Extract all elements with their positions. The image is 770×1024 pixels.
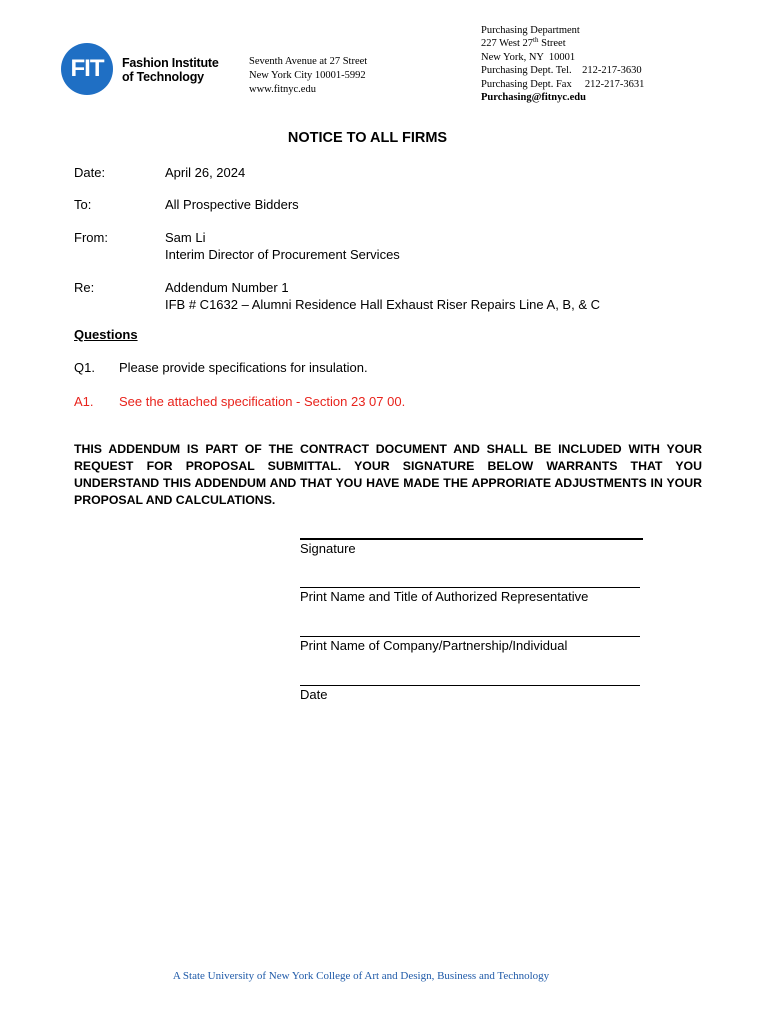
signature-date-label: Date [300, 687, 328, 702]
purchasing-dept-block [481, 24, 644, 104]
dept-street [481, 37, 644, 50]
re-line1: Addendum Number 1 [165, 280, 289, 295]
from-value [165, 229, 400, 263]
answer-number: A1. [74, 394, 94, 409]
answer-text: See the attached specification - Section 23 07 00. [119, 394, 406, 409]
company-label: Print Name of Company/Partnership/Individual [300, 638, 568, 653]
footer-tagline: A State University of New York College of Art and Design, Business and Technology [172, 970, 550, 982]
date-line[interactable] [300, 685, 640, 686]
dept-street-sup: th [533, 36, 539, 45]
re-value [165, 279, 600, 313]
company-line[interactable] [300, 636, 640, 637]
from-title: Interim Director of Procurement Services [165, 247, 400, 262]
address-line1: Seventh Avenue at 27 Street [249, 56, 368, 67]
address-line2: New York City 10001-5992 [249, 70, 366, 81]
dept-street-prefix: 227 West 27 [481, 38, 534, 50]
signature-label: Signature [300, 541, 356, 556]
campus-address [249, 55, 367, 97]
from-label: From: [74, 230, 108, 245]
notice-title: NOTICE TO ALL FIRMS [287, 130, 448, 146]
re-label: Re: [74, 280, 95, 295]
questions-heading: Questions [74, 327, 138, 342]
to-value: All Prospective Bidders [165, 197, 299, 212]
name-title-label: Print Name and Title of Authorized Representative [300, 589, 589, 604]
re-line2: IFB # C1632 – Alumni Residence Hall Exhaust Riser Repairs Line A, B, & C [165, 297, 600, 312]
dept-street-suffix: Street [538, 38, 566, 50]
to-label: To: [74, 197, 92, 212]
institution-line2: of Technology [122, 70, 204, 84]
institution-name [122, 56, 219, 84]
website-link[interactable]: www.fitnyc.edu [249, 84, 316, 95]
question-text: Please provide specifications for insulation. [119, 360, 368, 375]
dept-name: Purchasing Department [481, 25, 580, 36]
date-value: April 26, 2024 [165, 165, 246, 180]
dept-tel: Purchasing Dept. Tel. 212-217-3630 [481, 65, 642, 77]
name-title-line[interactable] [300, 587, 640, 588]
from-name: Sam Li [165, 230, 206, 245]
addendum-notice: THIS ADDENDUM IS PART OF THE CONTRACT DOCUMENT AND SHALL BE INCLUDED WITH YOUR REQUEST FOR PROPOSAL SUBMITTAL. YOUR SIGNATURE BELOW WARRANTS THAT YOU UNDERSTAND THIS ADDENDUM AND THAT YOU HAVE MADE THE APPRORIATE ADJUSTMENTS IN YOUR PROPOSAL AND CALCULATIONS. [74, 442, 702, 507]
dept-email-link[interactable]: Purchasing@fitnyc.edu [481, 92, 586, 104]
question-number: Q1. [74, 360, 95, 375]
dept-fax: Purchasing Dept. Fax 212-217-3631 [481, 78, 645, 90]
signature-line[interactable] [300, 538, 643, 540]
dept-city: New York, NY 10001 [481, 51, 576, 63]
fit-logo-icon: FIT [61, 43, 113, 95]
date-label: Date: [74, 165, 106, 180]
institution-line1: Fashion Institute [122, 56, 219, 70]
